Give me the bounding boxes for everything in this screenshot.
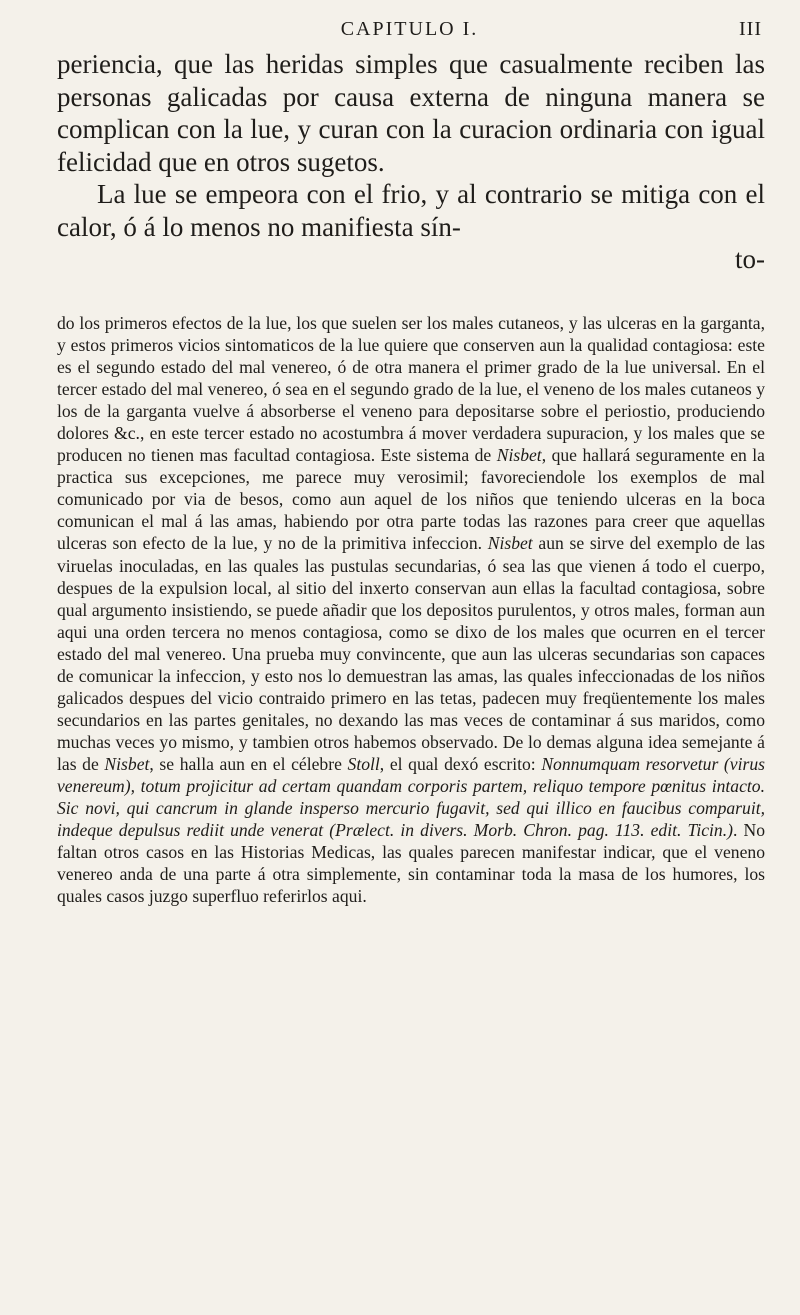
footnote-text-4: , se halla aun en el célebre <box>149 753 348 774</box>
page-number: III <box>739 18 762 40</box>
paragraph-1: periencia, que las heridas simples que casualmente reciben las personas galicadas por causa externa de ninguna manera se complican con la lue, y curan con la curacion ordinaria con igual felicidad que en otros sugetos. <box>57 49 765 177</box>
paragraph-2: La lue se empeora con el frio, y al contrario se mitiga con el calor, ó á lo menos no manifiesta sín- <box>57 179 765 242</box>
footnote-text-3: aun se sirve del exemplo de las viruelas inoculadas, en las quales las pustulas secundarias, ó sea las que vienen á todo el cuerpo, despues de la expulsion local, al sitio del inxerto conservan aun ellas la facultad contagiosa, sobre qual argumento insistiendo, se puede añadir que los depositos purulentos, y otros males, forman aun aqui una orden tercera no menos contagiosa, como se dixo de los males que ocurren en el tercer estado del mal venereo. Una prueba muy convincente, que aun las ulceras secundarias son capaces de comunicar la infeccion, y esto nos lo demuestran las amas, las quales infeccionadas de los niños galicados despues del vicio contraido primero en las tetas, padecen muy freqüentemente los males secundarios en las partes genitales, no dexando las mas veces de contaminar á sus maridos, como muchas veces yo mismo, y tambien otros habemos observado. De lo demas alguna idea semejante á las de <box>57 533 766 774</box>
author-name-nisbet: Nisbet <box>104 753 150 774</box>
running-head <box>57 18 762 44</box>
footnote-paragraph <box>57 312 765 907</box>
latin-quotation: Nonnumquam resorvetur (virus venereum), totum projicitur ad certam quandam corporis partem, reliquo tempore pœnitus intacto. Sic novi, qui cancrum in glande insperso mercurio fugavit, sed qui illico en faucibus comparuit, indeque depulsus rediit unde venerat (Prælect. in divers. Morb. Chron. pag. 113. edit. Ticin.) <box>57 753 765 841</box>
footnote-text-1: do los primeros efectos de la lue, los que suelen ser los males cutaneos, y las ulceras en la garganta, y estos primeros vicios sintomaticos de la lue quiere que conserven aun la qualidad contagiosa: este es el segundo estado del mal venereo, ó de otra manera el primer grado de la lue universal. En el tercer estado del mal venereo, ó sea en el segundo grado de la lue, el veneno de los males cutaneos y los de la garganta vuelve á absorberse el veneno para depositarse sobre el periostio, produciendo dolores &c., en este tercer estado no acostumbra á mover verdadera supuracion, y los males que se producen no tienen mas facultad contagiosa. Este sistema de <box>57 313 765 466</box>
footnote <box>57 312 765 907</box>
author-name-stoll: Stoll <box>347 753 380 774</box>
author-name-nisbet: Nisbet <box>487 533 533 554</box>
chapter-heading: CAPITULO I. <box>340 18 479 40</box>
main-text <box>57 48 765 276</box>
footnote-text-6: . No faltan otros casos en las Historias Medicas, las quales parecen manifestar indicar, que el veneno venereo anda de una parte á otra simplemente, sin contaminar toda la masa de los humores, los quales casos juzgo superfluo referirlos aqui. <box>57 820 765 907</box>
author-name-nisbet: Nisbet <box>496 445 542 466</box>
footnote-text-2: , que hallará seguramente en la practica sus excepciones, me parece muy verosimil; favoreciendole los exemplos de mal comunicado por via de besos, como aun aquel de los niños que teniendo ulceras en la boca comunican el mal á las amas, habiendo por otra parte todas las razones para creer que aquellas ulceras son efecto de la lue, y no de la primitiva infeccion. <box>57 445 765 554</box>
catchword: to- <box>735 244 765 274</box>
footnote-text-5: , el qual dexó escrito: <box>379 753 542 774</box>
